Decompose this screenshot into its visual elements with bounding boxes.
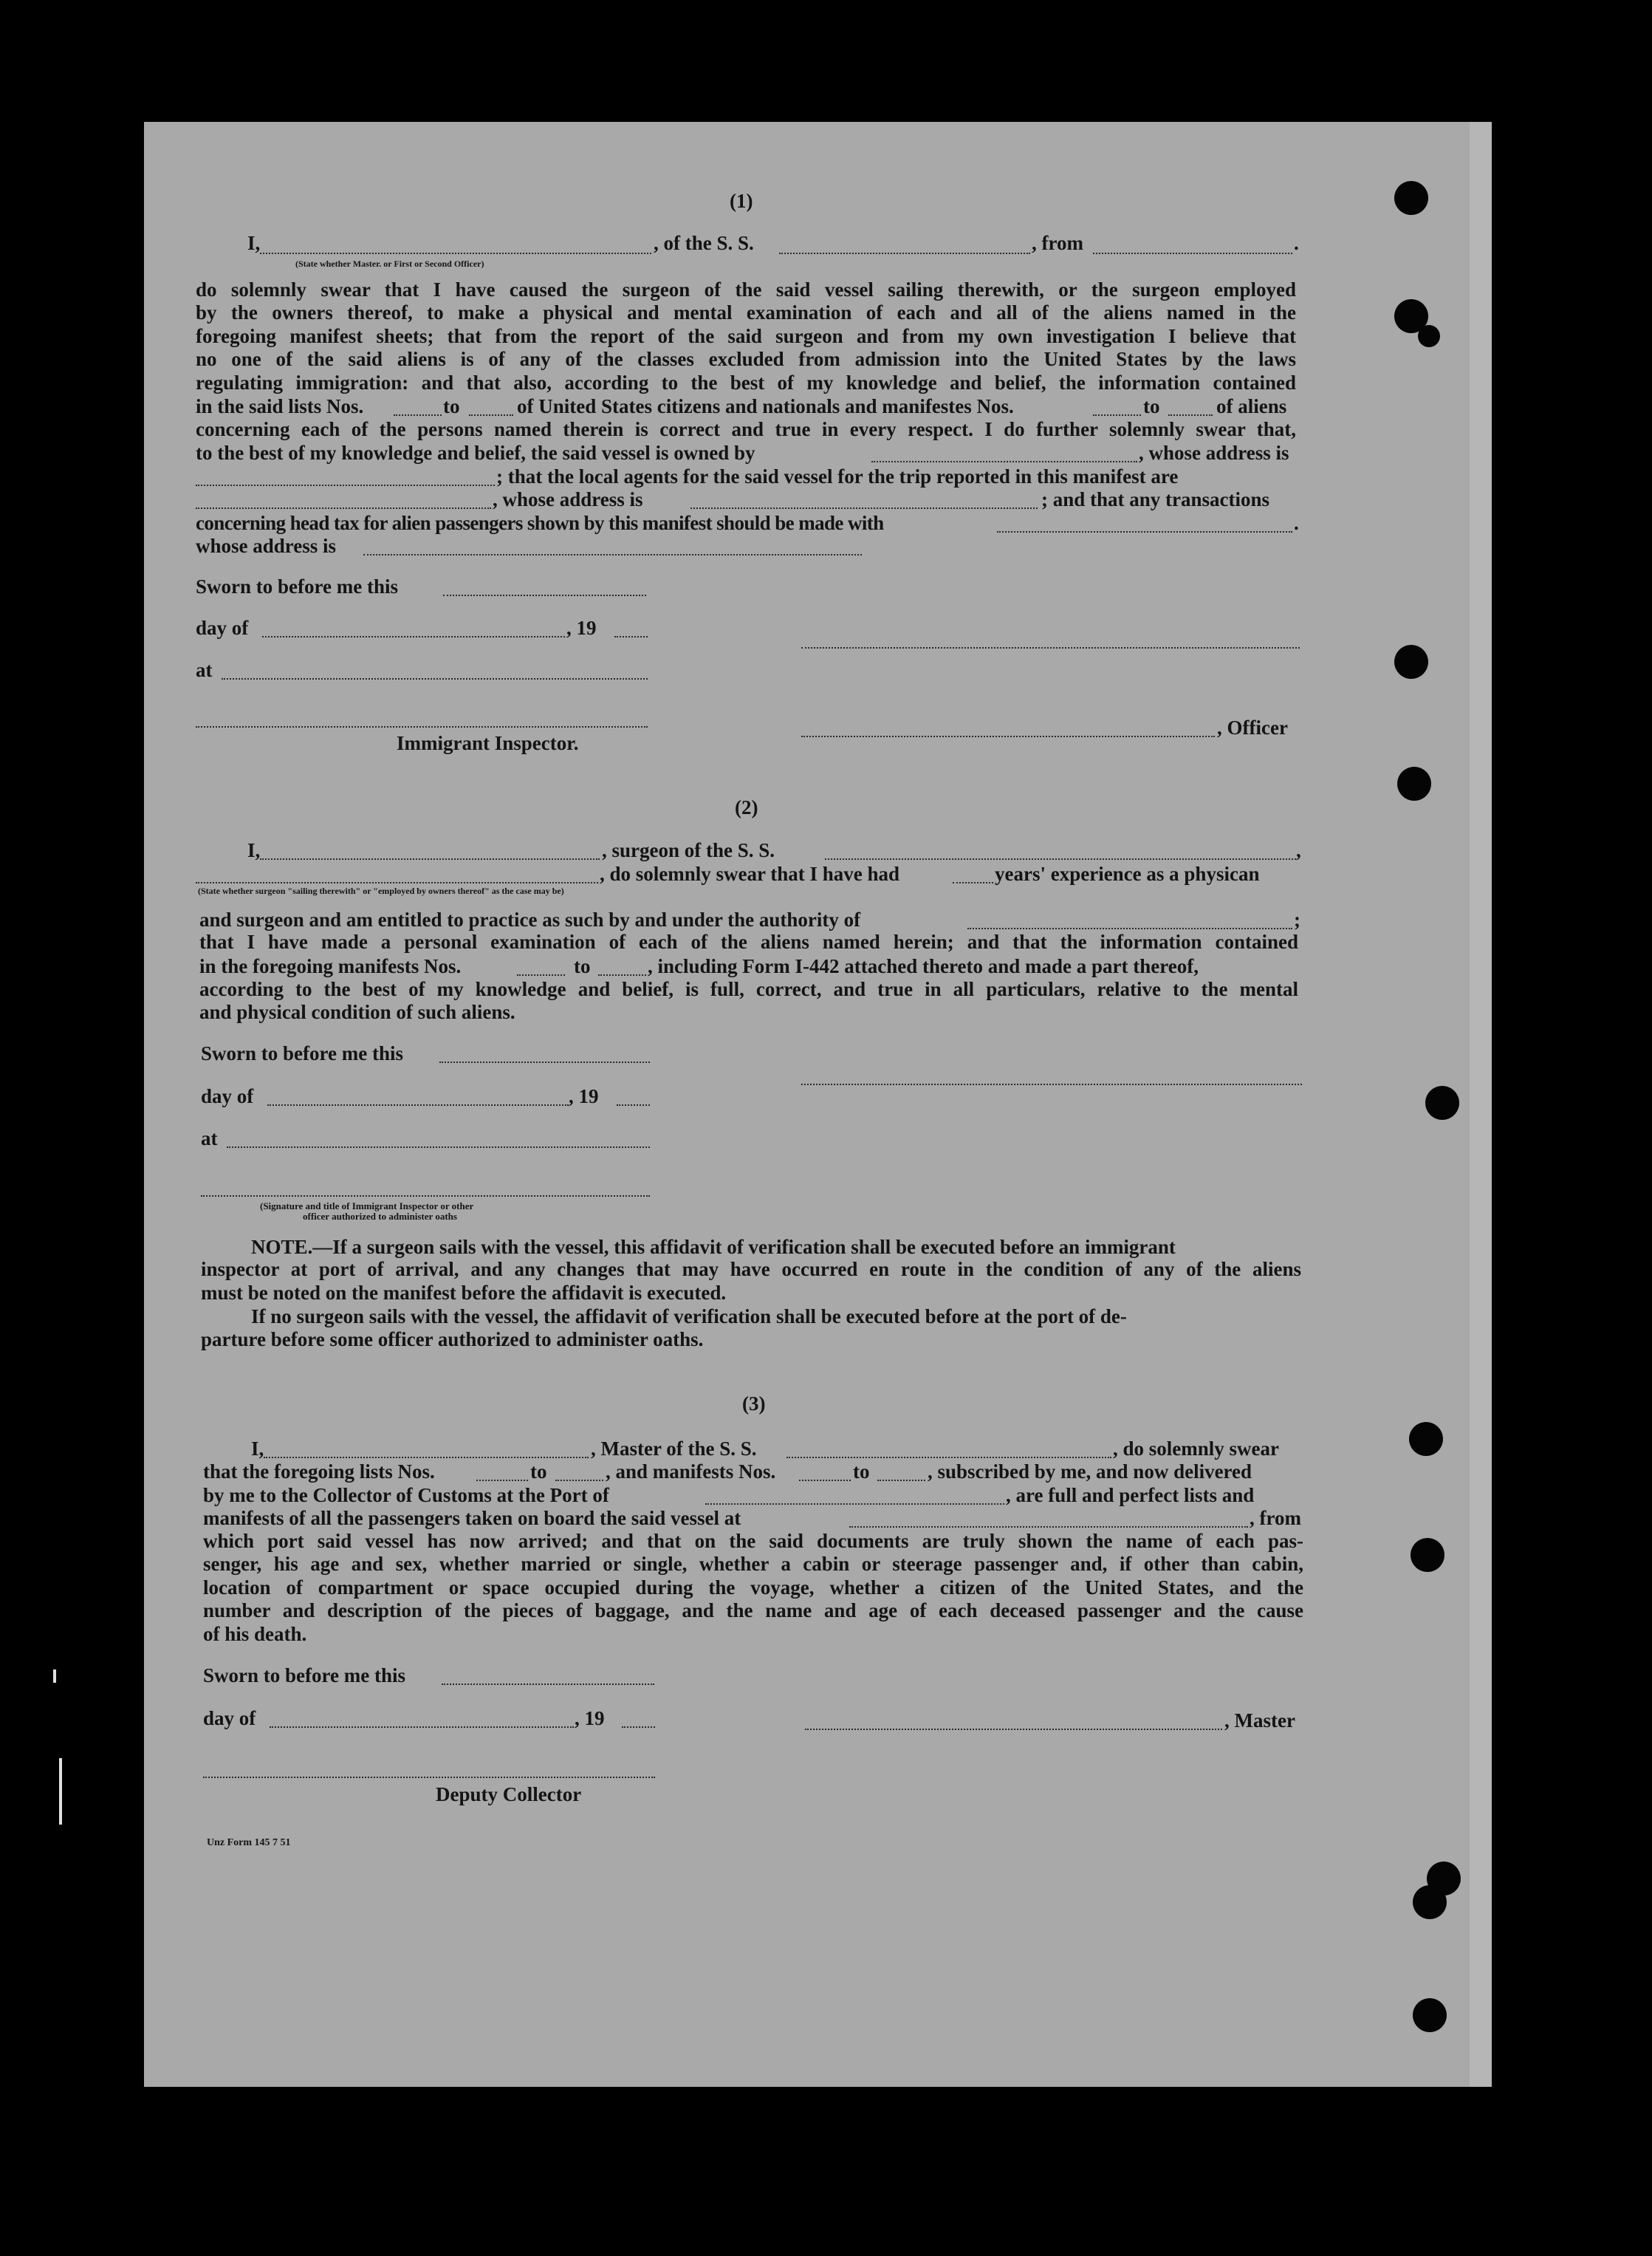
s3-port-label: by me to the Collector of Customs at the Port of: [203, 1484, 609, 1506]
s3-deputy-label: Deputy Collector: [436, 1783, 582, 1805]
section-2-number: (2): [735, 796, 758, 818]
s2-year-field[interactable]: [617, 1104, 650, 1106]
s3-sworn-field[interactable]: [442, 1684, 654, 1685]
s3-master-name-field[interactable]: [264, 1457, 589, 1458]
s1-sworn-label: Sworn to before me this: [196, 575, 398, 598]
s1-i: I,: [247, 232, 261, 254]
s2-surgeon-label: , surgeon of the S. S.: [602, 839, 775, 861]
s1-agent-address-label: , whose address is: [493, 488, 643, 510]
s3-i: I,: [251, 1438, 264, 1460]
edge-mark: [53, 1669, 56, 1683]
punch-hole: [1394, 645, 1428, 679]
s3-line: location of compartment or space occupied during the voyage, whether a citizen of the United States, and the: [203, 1576, 1303, 1599]
s2-sworn-label: Sworn to before me this: [201, 1042, 403, 1064]
owner-address-field[interactable]: [196, 485, 495, 486]
s3-line: of his death.: [203, 1623, 307, 1645]
s2-line: according to the best of my knowledge and belief, is full, correct, and true in all particulars, relative to the mental: [199, 978, 1298, 1000]
s3-year-label: , 19: [575, 1707, 605, 1729]
s2-at-label: at: [201, 1127, 218, 1149]
s1-lists-label: in the said lists Nos.: [196, 395, 364, 417]
s3-collector-signature-field[interactable]: [203, 1777, 655, 1778]
s1-at-label: at: [196, 659, 213, 681]
edge-mark: [59, 1758, 62, 1825]
s3-manifests-from-field[interactable]: [799, 1480, 851, 1481]
s2-sworn-field[interactable]: [439, 1062, 650, 1063]
punch-hole: [1425, 1086, 1459, 1120]
s2-signature-note: (Signature and title of Immigrant Inspector or other: [260, 1200, 474, 1211]
s2-vessel-field[interactable]: [825, 858, 1296, 860]
s2-note-line: If no surgeon sails with the vessel, the affidavit of verification shall be executed before at the port of de-: [251, 1305, 1127, 1327]
s3-port-field[interactable]: [705, 1503, 1004, 1505]
s3-dayof-label: day of: [203, 1707, 256, 1729]
s2-semicolon: ;: [1294, 909, 1300, 931]
surgeon-name-field[interactable]: [260, 858, 600, 860]
s1-from: , from: [1032, 232, 1083, 254]
s1-from-period: .: [1294, 232, 1299, 254]
s3-to-label: to: [853, 1460, 870, 1483]
s2-line: and physical condition of such aliens.: [199, 1001, 515, 1023]
s3-master-sig-label: , Master: [1224, 1709, 1295, 1732]
s3-delivered-label: , subscribed by me, and now delivered: [928, 1460, 1252, 1483]
s1-sworn-field[interactable]: [443, 595, 646, 596]
punch-hole: [1411, 1538, 1444, 1572]
punch-hole: [1418, 325, 1440, 347]
s2-note-line: must be noted on the manifest before the affidavit is executed.: [201, 1282, 727, 1304]
s2-at-field[interactable]: [227, 1146, 650, 1148]
s2-manifests-to-field[interactable]: [598, 974, 646, 976]
s3-taken-label: manifests of all the passengers taken on board the said vessel at: [203, 1507, 741, 1529]
section-3-number: (3): [742, 1392, 766, 1415]
s2-day-field[interactable]: [267, 1104, 569, 1106]
s2-dayof-label: day of: [201, 1085, 254, 1107]
s3-year-field[interactable]: [622, 1726, 655, 1728]
s3-to-label: to: [530, 1460, 547, 1483]
s3-master-signature-field[interactable]: [805, 1729, 1222, 1730]
headtax-address-field[interactable]: [363, 554, 862, 556]
s1-whose-address-label: whose address is: [196, 535, 337, 557]
s1-line: regulating immigration: and that also, according to the best of my knowledge and belief, the information contained: [196, 372, 1296, 394]
s1-line: by the owners thereof, to make a physical and mental examination of each and all of the aliens named in the: [196, 301, 1296, 324]
s3-lists-perfect-label: , are full and perfect lists and: [1006, 1484, 1255, 1506]
s2-authority-label: and surgeon and am entitled to practice as such by and under the authority of: [199, 909, 861, 931]
s2-inspector-signature-field[interactable]: [201, 1195, 650, 1197]
s1-line: do solemnly swear that I have caused the surgeon of the said vessel sailing therewith, or the surgeon employed: [196, 278, 1296, 301]
s1-of-ss: , of the S. S.: [654, 232, 754, 254]
s2-surgeon-signature-field[interactable]: [801, 1084, 1302, 1085]
officer-name-field[interactable]: [260, 253, 651, 254]
s3-line: which port said vessel has now arrived; and that on the said documents are truly shown the name of each pas-: [203, 1530, 1303, 1552]
s1-to-label: to: [443, 395, 460, 417]
s2-manifests-label: in the foregoing manifests Nos.: [199, 955, 462, 977]
s1-dayof-label: day of: [196, 617, 249, 639]
s2-signature-note: officer authorized to administer oaths: [303, 1211, 457, 1222]
s1-line: no one of the said aliens is of any of the classes excluded from admission into the United States by the laws: [196, 348, 1296, 370]
lists-to-field[interactable]: [469, 414, 513, 416]
s1-to-label: to: [1143, 395, 1160, 417]
authority-field[interactable]: [967, 928, 1292, 929]
s2-swear-label: , do solemnly swear that I have had: [600, 863, 900, 885]
s1-citizens-label: of United States citizens and nationals and manifestes Nos.: [517, 395, 1014, 417]
owner-field[interactable]: [871, 461, 1137, 462]
punch-hole: [1413, 1998, 1447, 2032]
s2-to-label: to: [574, 955, 591, 977]
section-1-number: (1): [730, 190, 753, 212]
s2-surgeon-note: (State whether surgeon "sailing therewith" or "employed by owners thereof" as the case may be): [198, 886, 564, 896]
s1-period: .: [1294, 512, 1299, 534]
s1-officer-signature-field[interactable]: [801, 736, 1215, 737]
s3-vessel-field[interactable]: [786, 1457, 1111, 1458]
s3-manifests-label: , and manifests Nos.: [606, 1460, 776, 1483]
s1-officer-note: (State whether Master. or First or Second Officer): [295, 259, 484, 269]
s1-line: concerning each of the persons named therein is correct and true in every respect. I do further solemnly swear that,: [196, 418, 1296, 440]
s3-swear-label: , do solemnly swear: [1113, 1438, 1279, 1460]
s1-agents-label: ; that the local agents for the said vessel for the trip reported in this manifest are: [496, 465, 1179, 488]
s3-line: senger, his age and sex, whether married or single, whether a cabin or steerage passenger and, if other than cabin,: [203, 1553, 1303, 1575]
agent-address-field[interactable]: [690, 507, 1038, 509]
s1-transactions-label: ; and that any transactions: [1041, 488, 1270, 510]
manifests-from-field[interactable]: [1093, 414, 1141, 416]
s1-year-label: , 19: [566, 617, 597, 639]
s1-owned-label: to the best of my knowledge and belief, the said vessel is owned by: [196, 442, 755, 464]
headtax-field[interactable]: [997, 531, 1292, 533]
s3-lists-from-field[interactable]: [476, 1480, 528, 1481]
s3-day-field[interactable]: [270, 1726, 574, 1728]
s2-note-line: parture before some officer authorized to administer oaths.: [201, 1328, 704, 1350]
s1-line: foregoing manifest sheets; that from the report of the said surgeon and from my own investigation I believe that: [196, 325, 1296, 347]
form-number: Unz Form 145 7 51: [207, 1837, 291, 1848]
s3-from-label: , from: [1250, 1507, 1301, 1529]
punch-hole: [1413, 1885, 1447, 1919]
lists-from-field[interactable]: [394, 414, 442, 416]
s2-year-label: , 19: [569, 1085, 599, 1107]
s3-lists-label: that the foregoing lists Nos.: [203, 1460, 435, 1483]
s1-officer-label: , Officer: [1217, 717, 1288, 739]
s2-form-label: , including Form I-442 attached thereto and made a part thereof,: [648, 955, 1199, 977]
s2-experience-label: years' experience as a physican: [995, 863, 1260, 885]
s2-line: that I have made a personal examination of each of the aliens named herein; and that the information contained: [199, 931, 1298, 953]
s1-year-field[interactable]: [614, 636, 648, 638]
vessel-name-field[interactable]: [779, 253, 1030, 254]
s3-sworn-label: Sworn to before me this: [203, 1664, 405, 1686]
s2-manifests-from-field[interactable]: [517, 974, 565, 976]
s1-aliens-label: of aliens: [1216, 395, 1287, 417]
s3-manifests-to-field[interactable]: [877, 1480, 925, 1481]
s1-day-field[interactable]: [262, 636, 565, 638]
punch-hole: [1394, 181, 1428, 215]
page-edge: [1470, 122, 1492, 2087]
from-port-field[interactable]: [1093, 253, 1292, 254]
s1-at-field[interactable]: [222, 678, 648, 680]
s3-taken-at-field[interactable]: [849, 1526, 1248, 1528]
s1-address-label: , whose address is: [1139, 442, 1289, 464]
s2-i: I,: [247, 839, 261, 861]
s3-master-label: , Master of the S. S.: [591, 1438, 757, 1460]
s2-note-line: NOTE.—If a surgeon sails with the vessel, this affidavit of verification shall be executed before an immigrant: [251, 1236, 1176, 1258]
punch-hole: [1409, 1422, 1443, 1456]
punch-hole: [1397, 767, 1431, 801]
s1-master-signature-field[interactable]: [801, 647, 1300, 649]
s3-lists-to-field[interactable]: [555, 1480, 603, 1481]
s2-comma: ,: [1296, 839, 1301, 861]
manifests-to-field[interactable]: [1168, 414, 1213, 416]
agents-field[interactable]: [196, 507, 491, 509]
years-field[interactable]: [953, 882, 993, 883]
s1-inspector-label: Immigrant Inspector.: [397, 732, 579, 754]
surgeon-status-field[interactable]: [196, 882, 598, 883]
s1-headtax-label: concerning head tax for alien passengers shown by this manifest should be made with: [196, 512, 884, 534]
s3-line: number and description of the pieces of baggage, and the name and age of each deceased passenger and the cause: [203, 1599, 1303, 1621]
s2-note-line: inspector at port of arrival, and any changes that may have occurred en route in the condition of any of the aliens: [201, 1258, 1301, 1280]
s1-inspector-signature-field[interactable]: [196, 726, 648, 728]
